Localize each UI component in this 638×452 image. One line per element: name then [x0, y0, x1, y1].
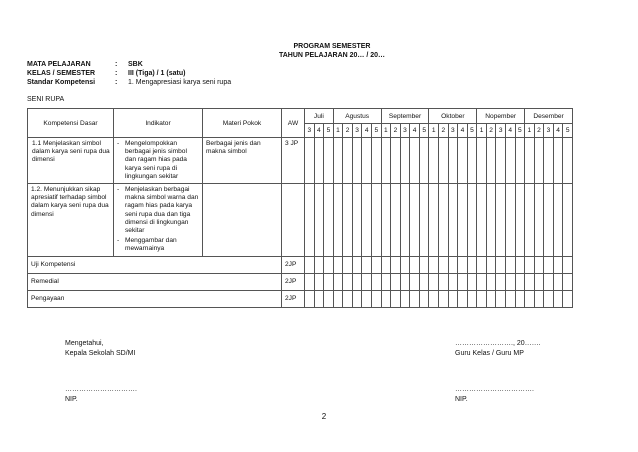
footer-label: Pengayaan — [31, 295, 65, 303]
schedule-cell — [486, 273, 496, 290]
schedule-cell — [305, 138, 315, 184]
signature-right — [455, 339, 541, 359]
schedule-cell — [544, 138, 554, 184]
schedule-cell — [486, 290, 496, 307]
indikator-text: Menggambar dan mewarnainya — [125, 237, 177, 253]
schedule-cell — [496, 184, 506, 257]
schedule-cell — [333, 138, 343, 184]
schedule-cell — [525, 273, 535, 290]
header-indikator: Indikator — [114, 109, 203, 138]
meta-sep: : — [115, 61, 118, 68]
schedule-cell — [544, 256, 554, 273]
schedule-cell — [553, 138, 563, 184]
schedule-cell — [477, 273, 487, 290]
schedule-cell — [458, 184, 468, 257]
schedule-cell — [314, 184, 324, 257]
schedule-cell — [419, 273, 429, 290]
schedule-cell — [525, 256, 535, 273]
aw-cell — [282, 138, 305, 184]
schedule-cell — [496, 138, 506, 184]
page-title: PROGRAM SEMESTER — [293, 43, 371, 50]
schedule-cell — [429, 138, 439, 184]
footer-aw: 2JP — [285, 261, 297, 269]
schedule-cell — [429, 273, 439, 290]
schedule-cell — [343, 256, 353, 273]
schedule-cell — [458, 138, 468, 184]
schedule-cell — [429, 256, 439, 273]
schedule-cell — [467, 138, 477, 184]
week-cell: 3 — [352, 124, 362, 138]
week-cell: 4 — [458, 124, 468, 138]
sig-left-dots: …………………………. — [65, 386, 137, 393]
week-cell: 5 — [467, 124, 477, 138]
sig-right-dots: ……………………………. — [455, 386, 534, 393]
materi-cell — [203, 138, 282, 184]
schedule-cell — [563, 290, 573, 307]
week-cell: 2 — [486, 124, 496, 138]
week-cell: 5 — [324, 124, 334, 138]
schedule-cell — [324, 138, 334, 184]
table-row — [28, 184, 621, 257]
schedule-cell — [553, 184, 563, 257]
schedule-cell — [400, 138, 410, 184]
indikator-cell: - Menjelaskan berbagai makna simbol warna dan ragam hias pada karya seni rupa dua dan tiga dimensi di lingkungan sekitar - Menggambar dan mewarnainya — [114, 184, 203, 257]
header-aw: AW — [282, 109, 305, 138]
signature-left — [65, 339, 135, 359]
schedule-cell — [496, 290, 506, 307]
sig-left-line2: Kepala Sekolah SD/MI — [65, 350, 136, 357]
kd-cell — [28, 184, 114, 257]
schedule-cell — [534, 184, 544, 257]
week-cell: 5 — [563, 124, 573, 138]
week-cell: 1 — [381, 124, 391, 138]
schedule-cell — [439, 273, 449, 290]
kd-text: 1.2. Menunjukkan sikap apresiatif terhadap simbol dalam karya seni rupa dua dimensi — [31, 186, 109, 218]
week-cell: 5 — [515, 124, 525, 138]
schedule-cell — [505, 273, 515, 290]
month-header: Juli — [305, 109, 334, 124]
schedule-cell — [525, 138, 535, 184]
week-cell: 2 — [391, 124, 401, 138]
schedule-cell — [486, 184, 496, 257]
schedule-cell — [333, 273, 343, 290]
sig-right-nip: NIP. — [455, 396, 468, 403]
schedule-cell — [381, 184, 391, 257]
week-cell: 1 — [525, 124, 535, 138]
sig-left-nip: NIP. — [65, 396, 78, 403]
schedule-cell — [419, 256, 429, 273]
footer-aw: 2JP — [285, 278, 297, 286]
schedule-cell — [515, 273, 525, 290]
week-cell: 4 — [314, 124, 324, 138]
week-cell: 1 — [333, 124, 343, 138]
meta-sep: : — [115, 70, 118, 77]
month-header: Nopember — [477, 109, 525, 124]
week-cell: 3 — [400, 124, 410, 138]
schedule-cell — [534, 290, 544, 307]
meta-value: III (Tiga) / 1 (satu) — [128, 70, 186, 77]
footer-row — [28, 273, 621, 290]
meta-label: MATA PELAJARAN — [27, 61, 91, 68]
footer-label-cell — [28, 290, 282, 307]
schedule-cell — [352, 290, 362, 307]
schedule-cell — [515, 184, 525, 257]
schedule-cell — [477, 290, 487, 307]
signature-right-name — [455, 385, 534, 405]
schedule-cell — [448, 256, 458, 273]
week-cell: 3 — [544, 124, 554, 138]
schedule-cell — [553, 290, 563, 307]
schedule-cell — [477, 184, 487, 257]
schedule-cell — [324, 184, 334, 257]
footer-label: Uji Kompetensi — [31, 261, 76, 269]
kd-cell — [28, 138, 114, 184]
schedule-cell — [305, 290, 315, 307]
schedule-cell — [371, 256, 381, 273]
schedule-cell — [352, 138, 362, 184]
schedule-cell — [410, 138, 420, 184]
schedule-cell — [515, 138, 525, 184]
schedule-cell — [486, 138, 496, 184]
schedule-cell — [324, 256, 334, 273]
page-number: 2 — [321, 412, 327, 421]
schedule-cell — [553, 273, 563, 290]
week-cell: 2 — [343, 124, 353, 138]
schedule-cell — [410, 273, 420, 290]
schedule-cell — [314, 256, 324, 273]
header-materi-pokok: Materi Pokok — [203, 109, 282, 138]
schedule-cell — [371, 138, 381, 184]
aw-text: 3 JP — [285, 140, 299, 147]
sig-right-line2: Guru Kelas / Guru MP — [455, 350, 524, 357]
schedule-cell — [544, 290, 554, 307]
schedule-cell — [534, 138, 544, 184]
sig-right-line1: ……………………., 20……. — [455, 340, 541, 347]
week-cell: 4 — [553, 124, 563, 138]
schedule-cell — [534, 256, 544, 273]
kd-text: 1.1 Menjelaskan simbol dalam karya seni rupa dua dimensi — [32, 140, 110, 164]
schedule-cell — [391, 184, 401, 257]
week-cell: 5 — [419, 124, 429, 138]
schedule-cell — [448, 273, 458, 290]
schedule-cell — [458, 256, 468, 273]
schedule-cell — [544, 184, 554, 257]
week-cell: 5 — [371, 124, 381, 138]
meta-label: Standar Kompetensi — [27, 79, 96, 86]
schedule-cell — [467, 256, 477, 273]
week-cell: 1 — [477, 124, 487, 138]
week-cell: 2 — [534, 124, 544, 138]
week-cell: 3 — [496, 124, 506, 138]
schedule-cell — [515, 256, 525, 273]
schedule-cell — [343, 290, 353, 307]
footer-aw: 2JP — [285, 295, 297, 303]
footer-label-cell — [28, 256, 282, 273]
schedule-cell — [544, 273, 554, 290]
week-cell: 2 — [439, 124, 449, 138]
week-cell: 4 — [505, 124, 515, 138]
schedule-cell — [429, 184, 439, 257]
signature-left-name — [65, 385, 137, 405]
schedule-cell — [563, 138, 573, 184]
schedule-cell — [362, 273, 372, 290]
month-header: Oktober — [429, 109, 477, 124]
meta-value: 1. Mengapresiasi karya seni rupa — [128, 79, 232, 86]
schedule-cell — [333, 256, 343, 273]
schedule-cell — [371, 273, 381, 290]
program-table — [27, 108, 621, 308]
schedule-cell — [467, 273, 477, 290]
schedule-cell — [439, 184, 449, 257]
aw-text — [282, 184, 304, 188]
footer-row — [28, 290, 621, 307]
schedule-cell — [439, 256, 449, 273]
schedule-cell — [525, 184, 535, 257]
schedule-cell — [439, 138, 449, 184]
schedule-cell — [391, 256, 401, 273]
schedule-cell — [400, 256, 410, 273]
schedule-cell — [333, 290, 343, 307]
schedule-cell — [477, 138, 487, 184]
schedule-cell — [381, 256, 391, 273]
schedule-cell — [362, 256, 372, 273]
schedule-cell — [458, 273, 468, 290]
schedule-cell — [314, 138, 324, 184]
schedule-cell — [400, 184, 410, 257]
schedule-cell — [553, 256, 563, 273]
meta-sep: : — [115, 79, 118, 86]
meta-label: KELAS / SEMESTER — [27, 70, 96, 77]
schedule-cell — [314, 290, 324, 307]
schedule-cell — [305, 184, 315, 257]
schedule-cell — [343, 184, 353, 257]
schedule-cell — [563, 273, 573, 290]
schedule-cell — [410, 290, 420, 307]
materi-text: Berbagai jenis dan makna simbol — [206, 140, 261, 156]
sig-left-line1: Mengetahui, — [65, 340, 104, 347]
schedule-cell — [352, 184, 362, 257]
materi-cell — [203, 184, 282, 257]
schedule-cell — [448, 290, 458, 307]
aw-cell — [282, 184, 305, 257]
week-cell: 1 — [429, 124, 439, 138]
footer-aw-cell — [282, 256, 305, 273]
schedule-cell — [534, 273, 544, 290]
week-cell: 4 — [410, 124, 420, 138]
indikator-text: Mengelompokkan berbagai jenis simbol dan ragam hias pada karya seni rupa di lingkungan sekitar — [125, 140, 187, 180]
schedule-cell — [419, 290, 429, 307]
schedule-cell — [496, 273, 506, 290]
week-cell: 4 — [362, 124, 372, 138]
indikator-text: Menjelaskan berbagai makna simbol warna dan ragam hias pada karya seni rupa dua dan tiga dimensi di lingkungan sekitar — [125, 186, 199, 235]
schedule-cell — [305, 273, 315, 290]
schedule-cell — [333, 184, 343, 257]
schedule-cell — [362, 290, 372, 307]
materi-text — [203, 184, 281, 188]
schedule-cell — [563, 256, 573, 273]
schedule-cell — [458, 290, 468, 307]
schedule-cell — [391, 290, 401, 307]
schedule-cell — [391, 273, 401, 290]
schedule-cell — [400, 273, 410, 290]
schedule-cell — [496, 256, 506, 273]
schedule-cell — [505, 290, 515, 307]
footer-row — [28, 256, 621, 273]
schedule-cell — [362, 184, 372, 257]
schedule-cell — [477, 256, 487, 273]
schedule-cell — [505, 256, 515, 273]
schedule-cell — [448, 138, 458, 184]
schedule-cell — [343, 138, 353, 184]
schedule-cell — [381, 138, 391, 184]
indikator-cell: - Mengelompokkan berbagai jenis simbol dan ragam hias pada karya seni rupa di lingkungan sekitar — [114, 138, 203, 184]
schedule-cell — [525, 290, 535, 307]
schedule-cell — [429, 290, 439, 307]
schedule-cell — [410, 184, 420, 257]
schedule-cell — [419, 184, 429, 257]
schedule-cell — [448, 184, 458, 257]
schedule-cell — [505, 138, 515, 184]
footer-label-cell — [28, 273, 282, 290]
week-cell: 3 — [305, 124, 315, 138]
schedule-cell — [381, 273, 391, 290]
schedule-cell — [324, 273, 334, 290]
month-header: Desember — [525, 109, 573, 124]
schedule-cell — [371, 184, 381, 257]
header-kompetensi-dasar: Kompetensi Dasar — [28, 109, 114, 138]
schedule-cell — [467, 184, 477, 257]
schedule-cell — [352, 256, 362, 273]
schedule-cell — [343, 273, 353, 290]
schedule-cell — [563, 184, 573, 257]
month-header: Agustus — [333, 109, 381, 124]
schedule-cell — [515, 290, 525, 307]
schedule-cell — [381, 290, 391, 307]
schedule-cell — [362, 138, 372, 184]
schedule-cell — [505, 184, 515, 257]
footer-label: Remedial — [31, 278, 59, 286]
schedule-cell — [324, 290, 334, 307]
page-subtitle: TAHUN PELAJARAN 20… / 20… — [278, 52, 386, 59]
schedule-cell — [439, 290, 449, 307]
schedule-cell — [352, 273, 362, 290]
month-header: September — [381, 109, 429, 124]
footer-aw-cell — [282, 273, 305, 290]
footer-aw-cell — [282, 290, 305, 307]
section-title: SENI RUPA — [27, 96, 65, 103]
schedule-cell — [410, 256, 420, 273]
schedule-cell — [400, 290, 410, 307]
week-cell: 3 — [448, 124, 458, 138]
schedule-cell — [467, 290, 477, 307]
schedule-cell — [305, 256, 315, 273]
schedule-cell — [314, 273, 324, 290]
schedule-cell — [391, 138, 401, 184]
schedule-cell — [486, 256, 496, 273]
meta-value: SBK — [128, 61, 143, 68]
schedule-cell — [371, 290, 381, 307]
schedule-cell — [419, 138, 429, 184]
table-row — [28, 138, 621, 184]
